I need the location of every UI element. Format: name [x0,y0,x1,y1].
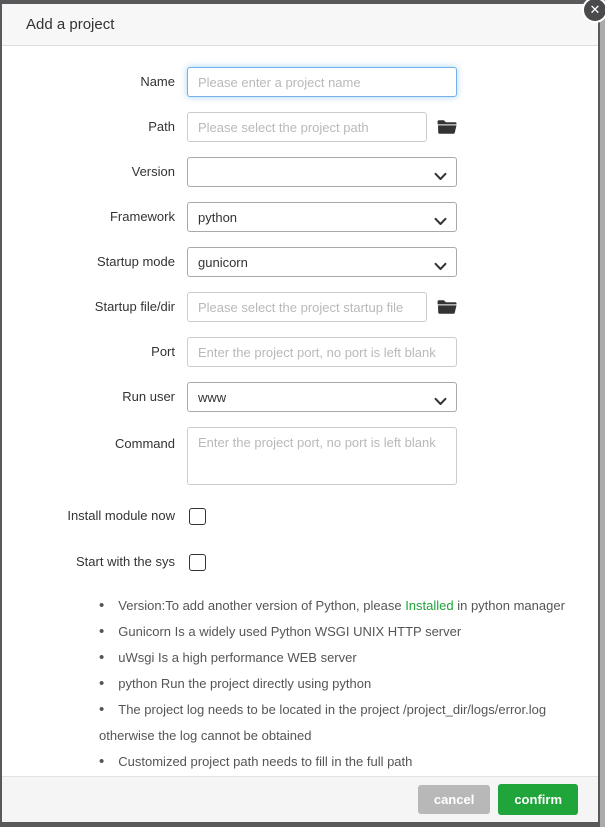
startup-file-label: Startup file/dir [94,299,175,314]
path-label: Path [148,119,175,134]
dialog-footer [2,776,598,822]
dialog-header [2,4,598,46]
framework-label: Framework [109,209,175,224]
note-item-version: • Version:To add another version of Python, please Installed in python manager [99,593,588,619]
confirm-button[interactable]: confirm [498,784,578,815]
note-item-python: • python Run the project directly using python [99,671,588,697]
cancel-button[interactable]: cancel [418,785,490,814]
form-row-start-with-sys [2,552,598,572]
folder-open-icon[interactable] [437,299,457,315]
form-row-path [2,112,598,142]
startup-mode-label: Startup mode [96,254,175,269]
name-label: Name [140,74,175,89]
note-item-uwsgi: • uWsgi Is a high performance WEB server [99,645,588,671]
form-row-name [2,67,598,97]
version-label: Version [131,164,175,179]
name-input[interactable] [187,67,457,97]
start-with-sys-label: Start with the sys [76,554,175,569]
framework-select[interactable] [187,202,457,232]
startup-mode-select[interactable] [187,247,457,277]
path-input[interactable] [187,112,427,142]
install-module-label: Install module now [67,508,175,523]
startup-file-input[interactable] [187,292,427,322]
run-user-select[interactable] [187,382,457,412]
run-user-label: Run user [122,389,175,404]
dialog-body [2,46,598,776]
notes-list [99,593,588,775]
note-item-gunicorn: • Gunicorn Is a widely used Python WSGI UNIX HTTP server [99,619,588,645]
installed-link[interactable]: Installed [405,598,454,613]
form-row-run-user [2,382,598,412]
command-textarea[interactable] [187,427,457,485]
start-with-sys-checkbox[interactable] [189,554,206,571]
note-item-custom-path: • Customized project path needs to fill in the full path [99,749,588,775]
close-button[interactable] [582,0,605,23]
close-icon: ✕ [589,2,601,17]
form-row-port [2,337,598,367]
dialog-title: Add a project [26,16,115,33]
port-input[interactable] [187,337,457,367]
form-row-startup-mode [2,247,598,277]
form-row-version [2,157,598,187]
form-row-command [2,427,598,485]
form-row-startup-file [2,292,598,322]
command-label: Command [115,436,175,451]
version-select[interactable] [187,157,457,187]
note-item-log: • The project log needs to be located in the project /project_dir/logs/error.log otherwise the log cannot be obtained [99,697,588,749]
port-label: Port [151,344,175,359]
install-module-checkbox[interactable] [189,508,206,525]
folder-open-icon[interactable] [437,119,457,135]
form-row-install-module [2,506,598,526]
form-row-framework [2,202,598,232]
